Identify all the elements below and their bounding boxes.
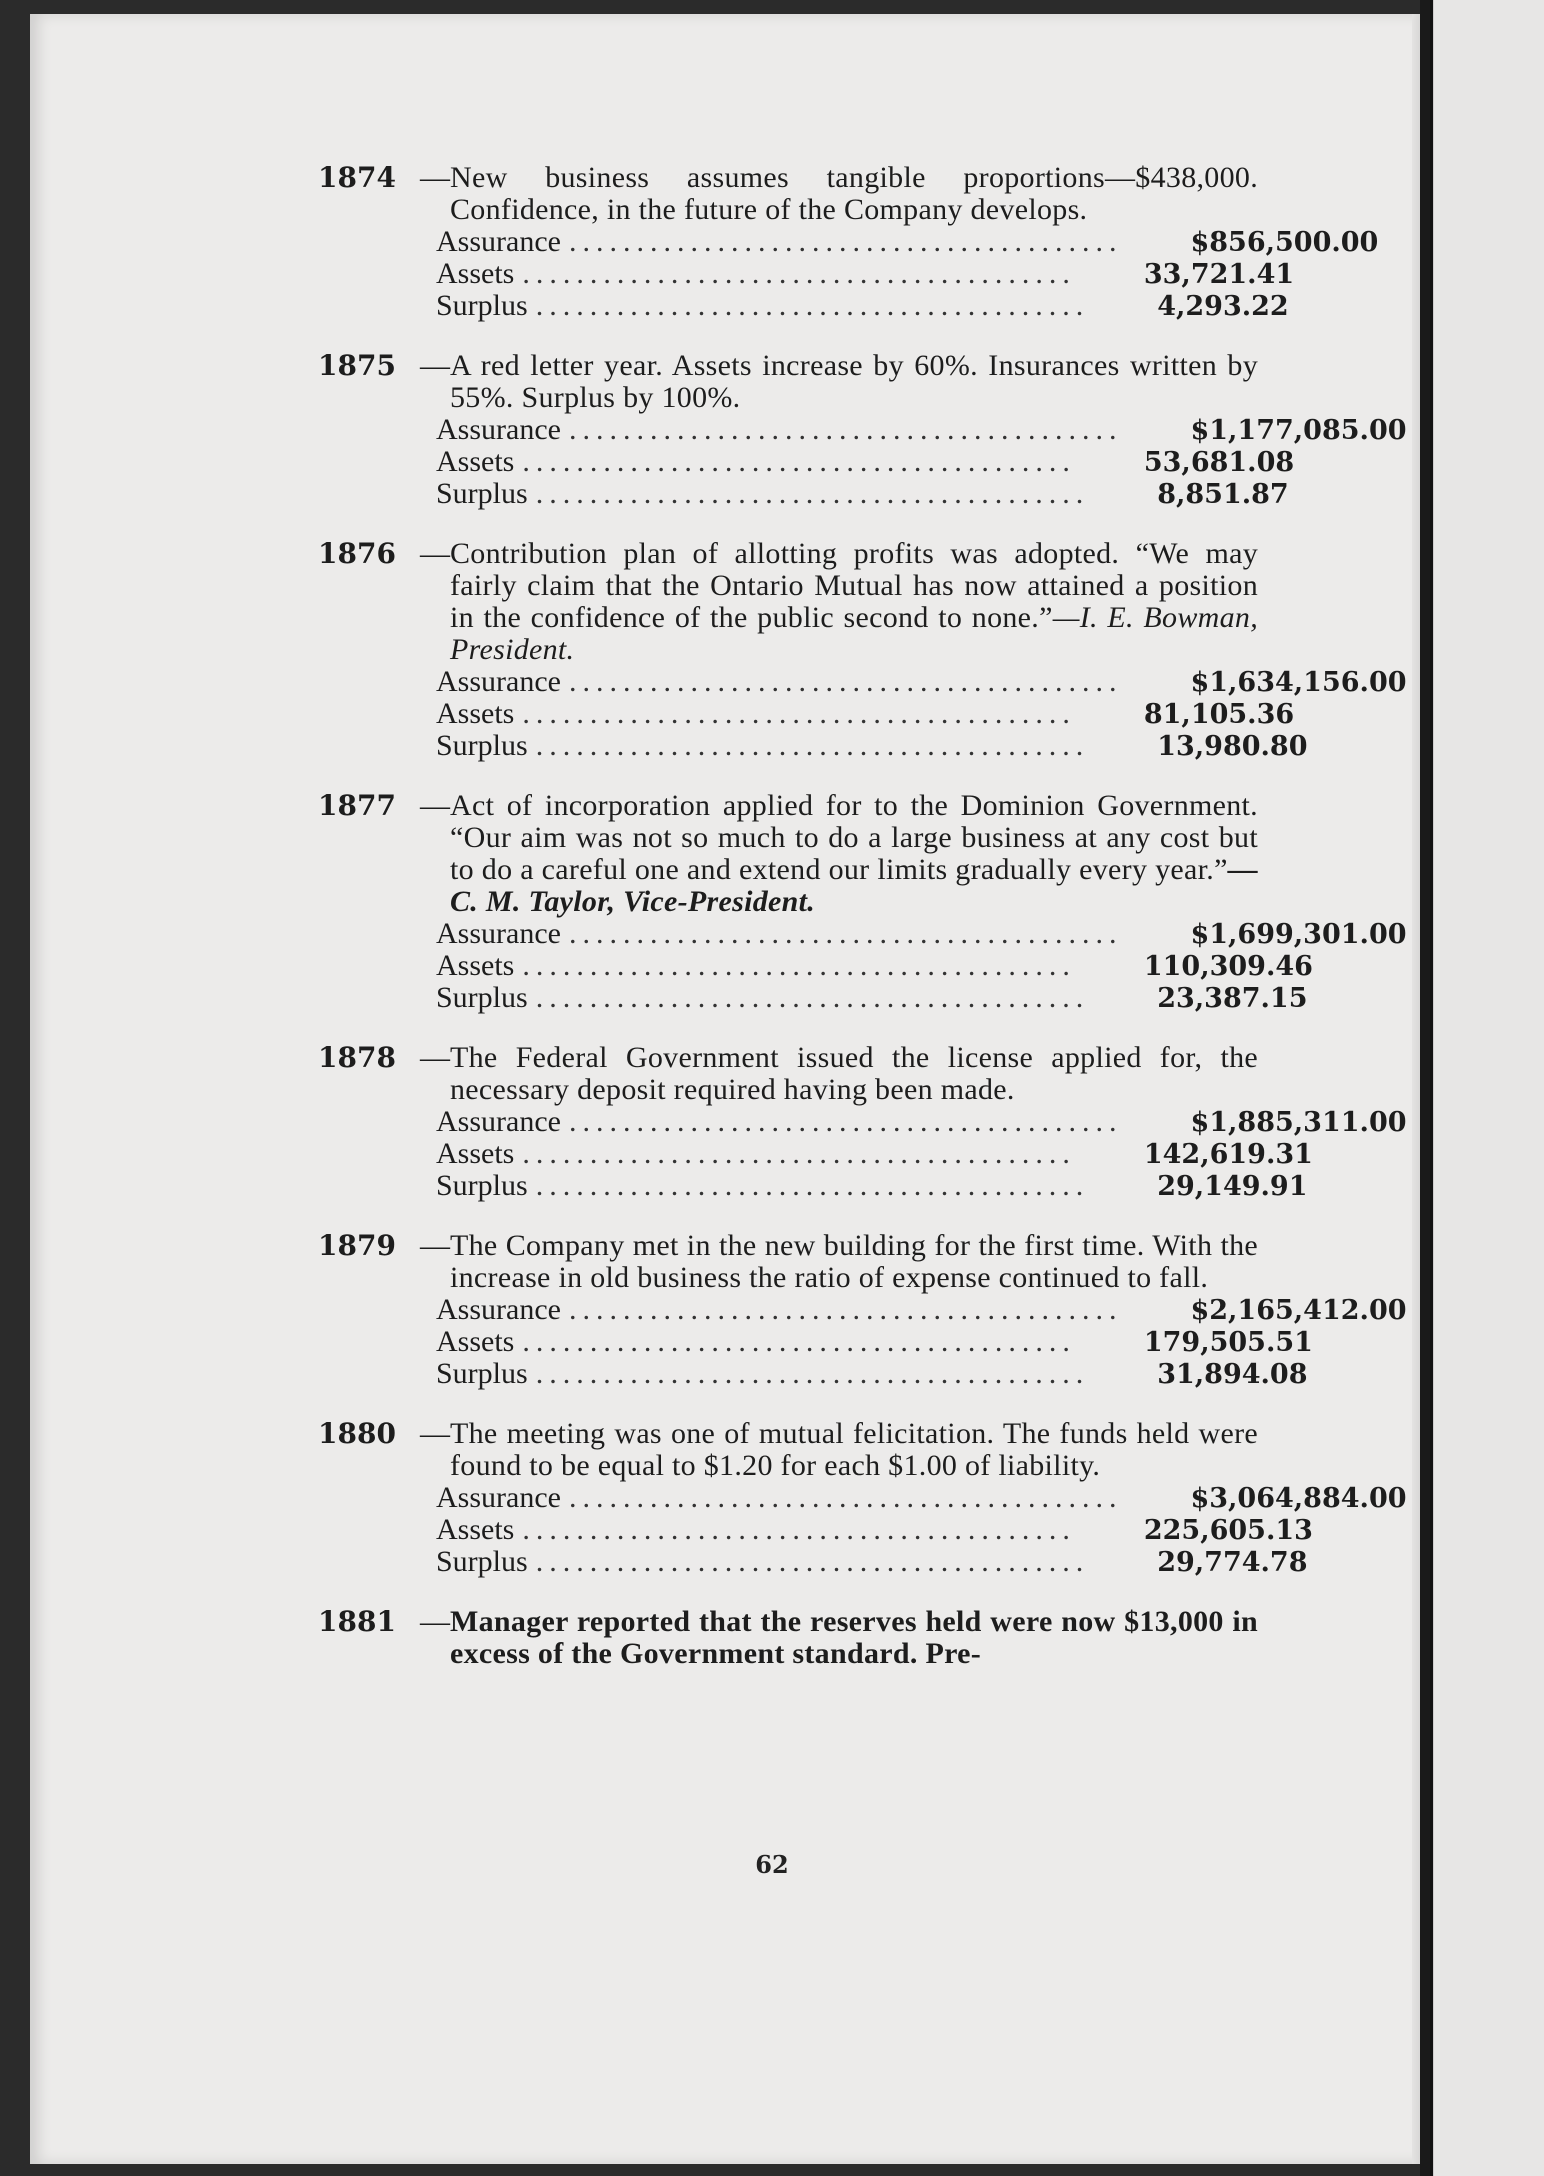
assets-row: [436, 1137, 1313, 1170]
year-entry: [318, 1417, 1407, 1578]
year-label: 1879: [318, 1229, 396, 1262]
leader-dots: .........................................: [535, 477, 1090, 510]
assurance-row: [436, 225, 1379, 258]
surplus-label: Surplus: [436, 477, 528, 510]
entry-text: The Federal Government issued the license applied for, the necessary deposit required having been made.: [450, 1041, 1258, 1106]
surplus-value: 13,980.80: [1157, 731, 1308, 762]
em-dash: —: [420, 161, 450, 194]
figures: [436, 1105, 1407, 1202]
figures: [436, 665, 1407, 762]
figures: [436, 1481, 1407, 1578]
assets-row: [436, 445, 1295, 478]
year-label: 1880: [318, 1417, 396, 1450]
leader-dots: .........................................: [568, 1293, 1123, 1326]
assurance-label: Assurance: [436, 413, 561, 446]
assets-label: Assets: [436, 697, 515, 730]
page-number: 62: [755, 1850, 789, 1879]
assets-label: Assets: [436, 1513, 515, 1546]
assurance-value: $2,165,412.00: [1190, 1295, 1407, 1326]
page-content: [318, 161, 1407, 1698]
surplus-row: [436, 1545, 1308, 1578]
leader-dots: .........................................: [522, 1137, 1076, 1170]
assurance-value: $1,177,085.00: [1190, 415, 1407, 446]
em-dash: —: [420, 1605, 450, 1638]
surplus-row: [436, 477, 1289, 510]
em-dash: —: [420, 1229, 450, 1262]
year-entry: [318, 349, 1407, 510]
assets-value: 179,505.51: [1143, 1327, 1313, 1358]
assets-label: Assets: [436, 257, 515, 290]
entry-head: [318, 538, 1258, 666]
entry-body: [450, 1042, 1258, 1106]
entry-body: [450, 162, 1258, 226]
surplus-value: 8,851.87: [1157, 479, 1289, 510]
assets-row: [436, 1513, 1313, 1546]
surplus-label: Surplus: [436, 1169, 528, 1202]
surplus-value: 4,293.22: [1157, 291, 1289, 322]
entry-head: [318, 1606, 1258, 1670]
leader-dots: .........................................: [522, 257, 1076, 290]
assurance-value: $856,500.00: [1190, 227, 1379, 258]
assets-value: 33,721.41: [1143, 259, 1295, 290]
leader-dots: .........................................: [522, 949, 1076, 982]
figures: [436, 225, 1379, 322]
assets-value: 110,309.46: [1143, 951, 1313, 982]
assurance-label: Assurance: [436, 1481, 561, 1514]
assurance-row: [436, 1481, 1407, 1514]
entry-head: [318, 350, 1258, 414]
surplus-label: Surplus: [436, 981, 528, 1014]
em-dash: —: [420, 349, 450, 382]
assets-row: [436, 949, 1313, 982]
em-dash: —: [420, 1417, 450, 1450]
entry-body: [450, 1418, 1258, 1482]
entry-text: New business assumes tangible proportions—$438,000. Confidence, in the future of the Company develops.: [450, 161, 1258, 226]
entry-body: [450, 350, 1258, 414]
entry-text: The meeting was one of mutual felicitation. The funds held were found to be equal to $1.20 for each $1.00 of liability.: [450, 1417, 1258, 1482]
assurance-value: $3,064,884.00: [1190, 1483, 1407, 1514]
leader-dots: .........................................: [535, 729, 1090, 762]
entry-head: [318, 162, 1258, 226]
entry-head: [318, 1230, 1258, 1294]
leader-dots: .........................................: [568, 225, 1123, 258]
year-label: 1881: [318, 1605, 396, 1638]
leader-dots: .........................................: [522, 1513, 1076, 1546]
year-entry: [318, 161, 1379, 322]
surplus-label: Surplus: [436, 729, 528, 762]
figures: [436, 1293, 1407, 1390]
entry-body: [450, 790, 1258, 918]
surplus-row: [436, 1357, 1308, 1390]
year-label: 1876: [318, 537, 396, 570]
leader-dots: .........................................: [535, 1545, 1090, 1578]
entry-text: The Company met in the new building for the first time. With the increase in old business the ratio of expense continued to fall.: [450, 1229, 1258, 1294]
assurance-value: $1,634,156.00: [1190, 667, 1407, 698]
entry-body: [450, 1230, 1258, 1294]
entry-head: [318, 1042, 1258, 1106]
year-label: 1874: [318, 161, 396, 194]
leader-dots: .........................................: [522, 445, 1076, 478]
assets-label: Assets: [436, 445, 515, 478]
year-entry: [318, 1229, 1407, 1390]
leader-dots: .........................................: [568, 1105, 1123, 1138]
surplus-row: [436, 729, 1308, 762]
year-entry: [318, 1041, 1407, 1202]
assurance-label: Assurance: [436, 1105, 561, 1138]
assurance-row: [436, 1105, 1407, 1138]
leader-dots: .........................................: [535, 1169, 1090, 1202]
assurance-label: Assurance: [436, 225, 561, 258]
surplus-row: [436, 289, 1289, 322]
leader-dots: .........................................: [568, 665, 1123, 698]
surplus-row: [436, 981, 1308, 1014]
assurance-row: [436, 917, 1407, 950]
entry-head: [318, 790, 1258, 918]
surplus-value: 23,387.15: [1157, 983, 1308, 1014]
entry-text: [450, 790, 1258, 918]
surplus-value: 29,774.78: [1157, 1547, 1308, 1578]
year-label: 1877: [318, 789, 396, 822]
assets-row: [436, 697, 1295, 730]
year-entry: [318, 1606, 1258, 1670]
assurance-row: [436, 665, 1407, 698]
assurance-value: $1,699,301.00: [1190, 919, 1407, 950]
figures: [436, 917, 1407, 1014]
assurance-label: Assurance: [436, 917, 561, 950]
year-label: 1875: [318, 349, 396, 382]
leader-dots: .........................................: [522, 1325, 1076, 1358]
assets-row: [436, 1325, 1313, 1358]
assets-value: 225,605.13: [1143, 1515, 1313, 1546]
entry-text: A red letter year. Assets increase by 60%. Insurances written by 55%. Surplus by 100%.: [450, 349, 1258, 414]
em-dash: —: [420, 537, 450, 570]
leader-dots: .........................................: [568, 917, 1123, 950]
year-entry: [318, 789, 1407, 1014]
assurance-row: [436, 413, 1407, 446]
assets-value: 142,619.31: [1143, 1139, 1313, 1170]
leader-dots: .........................................: [535, 289, 1090, 322]
em-dash: —: [420, 1041, 450, 1074]
entry-text-main: Contribution plan of allotting profits was adopted. “We may fairly claim that the Ontario Mutual has now attained a position in the confidence of the public second to none.”: [450, 537, 1258, 634]
assets-label: Assets: [436, 949, 515, 982]
entry-head: [318, 1418, 1258, 1482]
em-dash: —: [420, 789, 450, 822]
assets-row: [436, 257, 1295, 290]
entry-body: [450, 1606, 1258, 1670]
leader-dots: .........................................: [522, 697, 1076, 730]
leader-dots: .........................................: [535, 1357, 1090, 1390]
assurance-row: [436, 1293, 1407, 1326]
entry-text: [450, 538, 1258, 666]
surplus-value: 29,149.91: [1157, 1171, 1308, 1202]
surplus-value: 31,894.08: [1157, 1359, 1308, 1390]
assets-label: Assets: [436, 1325, 515, 1358]
assets-label: Assets: [436, 1137, 515, 1170]
attribution: —I. E. Bowman, President.: [450, 601, 1258, 666]
assets-value: 81,105.36: [1143, 699, 1295, 730]
entry-text: Manager reported that the reserves held were now $13,000 in excess of the Government standard. Pre-: [450, 1605, 1258, 1670]
surplus-label: Surplus: [436, 1357, 528, 1390]
surplus-label: Surplus: [436, 289, 528, 322]
attribution: —C. M. Taylor, Vice-President.: [450, 853, 1258, 918]
figures: [436, 413, 1407, 510]
leader-dots: .........................................: [535, 981, 1090, 1014]
year-label: 1878: [318, 1041, 396, 1074]
assurance-label: Assurance: [436, 665, 561, 698]
surplus-row: [436, 1169, 1308, 1202]
entry-text-main: Act of incorporation applied for to the Dominion Government. “Our aim was not so much to do a large business at any cost but to do a careful one and extend our limits gradually every year.”: [450, 789, 1258, 886]
surplus-label: Surplus: [436, 1545, 528, 1578]
leader-dots: .........................................: [568, 413, 1123, 446]
year-entry: [318, 537, 1407, 762]
entry-body: [450, 538, 1258, 666]
assurance-value: $1,885,311.00: [1190, 1107, 1407, 1138]
leader-dots: .........................................: [568, 1481, 1123, 1514]
assurance-label: Assurance: [436, 1293, 561, 1326]
assets-value: 53,681.08: [1143, 447, 1295, 478]
